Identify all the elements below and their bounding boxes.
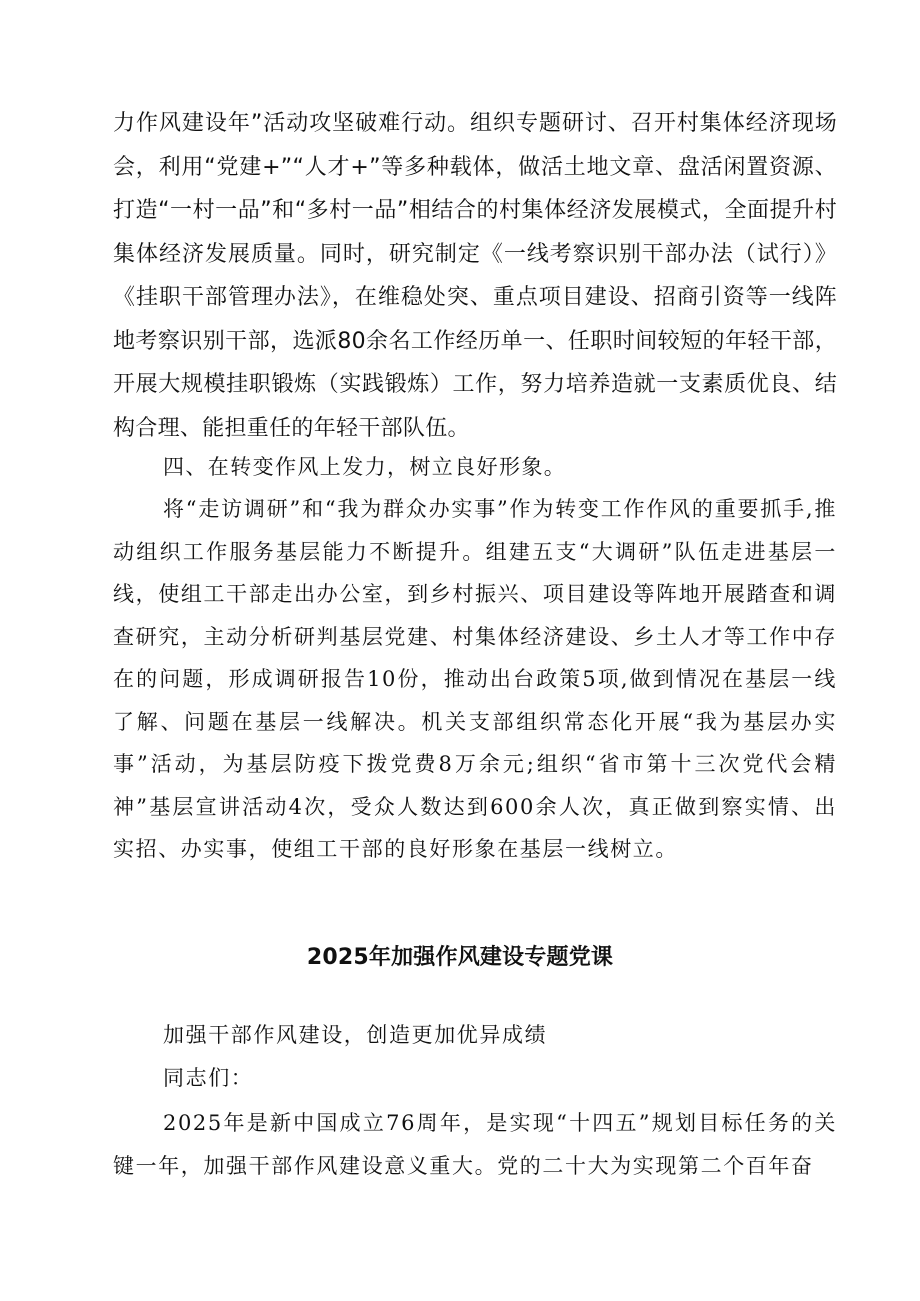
article-title: 2025年加强作风建设专题党课	[306, 945, 614, 970]
section-heading-four: 四、在转变作风上发力，树立良好形象。	[163, 455, 567, 479]
salutation: 同志们：	[163, 1066, 254, 1090]
body-paragraph-2: 将“走访调研”和“我为群众办实事”作为转变工作作风的重要抓手,推动组织工作服务基层能力不断提升。组建五支“大调研”队伍走进基层一线，使组工干部走出办公室，到乡村振兴、项目建设等阵地开展踏查和调查研究，主动分析研判基层党建、村集体经济建设、乡土人才等工作中存在的问题，形成调研报告10份，推动出台政策5项,做到情况在基层一线了解、问题在基层一线解决。机关支部组织常态化开展“我为基层办实事”活动，为基层防疫下拨党费8万余元;组织“省市第十三次党代会精神”基层宣讲活动4次，受众人数达到600余人次，真正做到察实情、出实招、办实事，使组工干部的良好形象在基层一线树立。	[113, 497, 837, 861]
article-subtitle: 加强干部作风建设，创造更加优异成绩	[163, 1023, 548, 1047]
body-paragraph-1: 力作风建设年”活动攻坚破难行动。组织专题研讨、召开村集体经济现场会，利用“党建+”“人才+”等多种载体，做活土地文章、盘活闲置资源、打造“一村一品”和“多村一品”相结合的村集体经济发展模式，全面提升村集体经济发展质量。同时，研究制定《一线考察识别干部办法（试行）》《挂职干部管理办法》，在维稳处突、重点项目建设、招商引资等一线阵地考察识别干部，选派80余名工作经历单一、任职时间较短的年轻干部，开展大规模挂职锻炼（实践锻炼）工作，努力培养造就一支素质优良、结构合理、能担重任的年轻干部队伍。	[113, 111, 837, 441]
body-paragraph-3: 2025年是新中国成立76周年，是实现“十四五”规划目标任务的关键一年，加强干部作风建设意义重大。党的二十大为实现第二个百年奋	[113, 1111, 837, 1178]
